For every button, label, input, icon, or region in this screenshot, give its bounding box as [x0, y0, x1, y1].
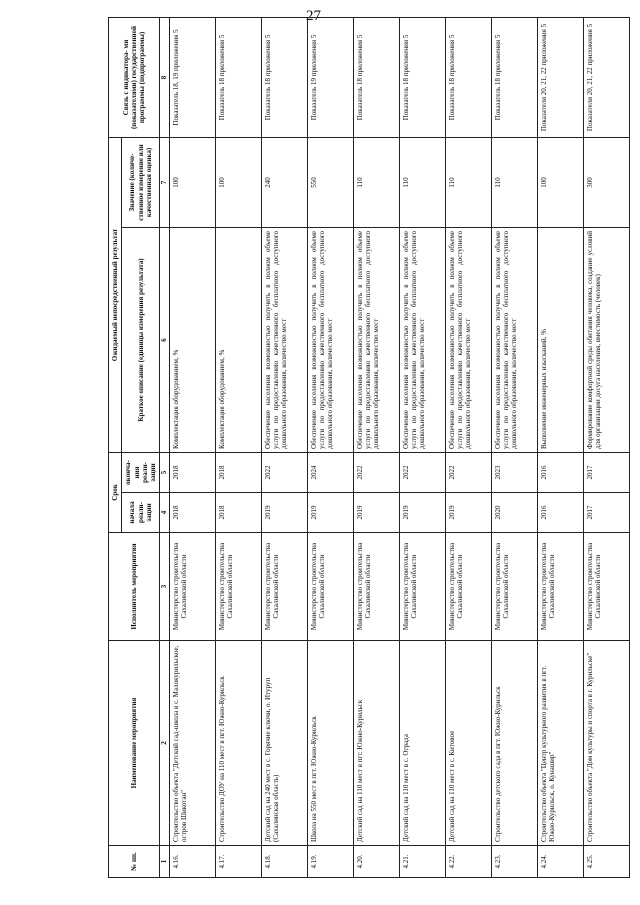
- table-row: [491, 17, 537, 877]
- measure-executor: Министерство строительства Сахалинской области: [445, 533, 491, 641]
- row-number: 4.20.: [353, 846, 399, 878]
- result-value: 550: [307, 137, 353, 227]
- result-value: 110: [399, 137, 445, 227]
- table-row: [583, 17, 629, 877]
- row-number: 4.21.: [399, 846, 445, 878]
- result-value: 100: [537, 137, 583, 227]
- column-number: 1: [160, 846, 169, 878]
- start-year: 2019: [261, 493, 307, 533]
- measures-table: [108, 17, 630, 878]
- table-body: [169, 17, 629, 877]
- column-number: 3: [160, 533, 169, 641]
- measure-executor: Министерство строительства Сахалинской области: [307, 533, 353, 641]
- column-number: 6: [160, 227, 169, 452]
- table-row: [169, 17, 215, 877]
- result-value: 240: [261, 137, 307, 227]
- indicator-link: Показатель 18 приложения 5: [353, 17, 399, 137]
- result-value: 110: [445, 137, 491, 227]
- measure-executor: Министерство строительства Сахалинской области: [169, 533, 215, 641]
- result-description: Обеспечение населения возможностью получить в полном объеме услуги по предоставлению качественного бесплатного доступного дошкольного образования, количество мест: [399, 227, 445, 452]
- result-description: Обеспечение населения возможностью получить в полном объеме услуги по предоставлению качественного бесплатного доступного дошкольного образования, количество мест: [445, 227, 491, 452]
- start-year: 2018: [169, 493, 215, 533]
- indicator-link: Показатели 20, 21, 22 приложения 5: [537, 17, 583, 137]
- header-name: Наименование мероприятия: [109, 641, 160, 846]
- start-year: 2019: [353, 493, 399, 533]
- result-value: 110: [353, 137, 399, 227]
- table-row: [399, 17, 445, 877]
- result-description: Комплектация оборудованием, %: [169, 227, 215, 452]
- indicator-link: Показатель 18, 19 приложения 5: [169, 17, 215, 137]
- table-row: [215, 17, 261, 877]
- end-year: 2022: [261, 452, 307, 492]
- result-description: Обеспечение населения возможностью получить в полном объеме услуги по предоставлению качественного бесплатного доступного дошкольного образования, количество мест: [307, 227, 353, 452]
- result-description: Комплектация оборудованием, %: [215, 227, 261, 452]
- table-row: [445, 17, 491, 877]
- measure-name: Строительство объекта "Детский сад-школа в с. Малокурильское, остров Шикотан": [169, 641, 215, 846]
- row-number: 4.16.: [169, 846, 215, 878]
- header-term: Срок: [109, 452, 122, 532]
- end-year: 2018: [169, 452, 215, 492]
- column-number: 8: [160, 17, 169, 137]
- indicator-link: Показатель 18 приложения 5: [399, 17, 445, 137]
- table-row: [353, 17, 399, 877]
- end-year: 2022: [353, 452, 399, 492]
- row-number: 4.22.: [445, 846, 491, 878]
- header-desc: Краткое описание (единицы измерения результата): [122, 227, 160, 452]
- measure-name: Детский сад на 110 мест в пгт. Южно-Курильск: [353, 641, 399, 846]
- header-end: оконча- ния реали- зации: [122, 452, 160, 492]
- page-number: 27: [306, 8, 321, 24]
- table-row: [261, 17, 307, 877]
- result-value: 300: [583, 137, 629, 227]
- end-year: 2018: [215, 452, 261, 492]
- header-no: № пп.: [109, 846, 160, 878]
- end-year: 2017: [583, 452, 629, 492]
- result-description: Выполнение инженерных изысканий, %: [537, 227, 583, 452]
- start-year: 2019: [399, 493, 445, 533]
- measure-executor: Министерство строительства Сахалинской области: [353, 533, 399, 641]
- header-result: Ожидаемый непосредственный результат: [109, 137, 122, 452]
- result-description: Обеспечение населения возможностью получить в полном объеме услуги по предоставлению качественного бесплатного доступного дошкольного образования, количество мест: [261, 227, 307, 452]
- measure-name: Строительство ДОУ на 110 мест в пгт. Южно-Курильск: [215, 641, 261, 846]
- measure-executor: Министерство строительства Сахалинской области: [537, 533, 583, 641]
- row-number: 4.17.: [215, 846, 261, 878]
- rotated-table-container: [108, 18, 628, 878]
- indicator-link: Показатель 18 приложения 5: [491, 17, 537, 137]
- header-executor: Исполнитель мероприятия: [109, 533, 160, 641]
- start-year: 2018: [215, 493, 261, 533]
- indicator-link: Показатель 18 приложения 5: [215, 17, 261, 137]
- row-number: 4.23.: [491, 846, 537, 878]
- measure-name: Строительство детского сада в пгт. Южно-Курильск: [491, 641, 537, 846]
- header-value: Значение (количе- ственное измерение или качественная оценка): [122, 137, 160, 227]
- end-year: 2016: [537, 452, 583, 492]
- measure-executor: Министерство строительства Сахалинской области: [399, 533, 445, 641]
- measure-name: Детский сад на 110 мест в с. Отрада: [399, 641, 445, 846]
- column-number: 4: [160, 493, 169, 533]
- measure-executor: Министерство строительства Сахалинской области: [215, 533, 261, 641]
- end-year: 2023: [491, 452, 537, 492]
- measure-name: Школа на 550 мест в пгт. Южно-Курильск: [307, 641, 353, 846]
- start-year: 2019: [445, 493, 491, 533]
- measure-executor: Министерство строительства Сахалинской области: [583, 533, 629, 641]
- indicator-link: Показатели 20, 21, 22 приложения 5: [583, 17, 629, 137]
- row-number: 4.18.: [261, 846, 307, 878]
- column-number: 2: [160, 641, 169, 846]
- measure-name: Детский сад на 110 мест в с. Китовое: [445, 641, 491, 846]
- end-year: 2022: [399, 452, 445, 492]
- end-year: 2022: [445, 452, 491, 492]
- indicator-link: Показатель 18 приложения 5: [445, 17, 491, 137]
- table-row: [307, 17, 353, 877]
- measure-executor: Министерство строительства Сахалинской области: [491, 533, 537, 641]
- row-number: 4.19.: [307, 846, 353, 878]
- column-number: 7: [160, 137, 169, 227]
- result-value: 110: [491, 137, 537, 227]
- result-value: 100: [215, 137, 261, 227]
- result-description: Обеспечение населения возможностью получить в полном объеме услуги по предоставлению качественного бесплатного доступного дошкольного образования, количество мест: [491, 227, 537, 452]
- row-number: 4.25.: [583, 846, 629, 878]
- indicator-link: Показатель 18 приложения 5: [261, 17, 307, 137]
- start-year: 2019: [307, 493, 353, 533]
- start-year: 2016: [537, 493, 583, 533]
- start-year: 2017: [583, 493, 629, 533]
- measure-executor: Министерство строительства Сахалинской области: [261, 533, 307, 641]
- end-year: 2024: [307, 452, 353, 492]
- start-year: 2020: [491, 493, 537, 533]
- result-description: Формирование комфортной среды обитания человека, создание условий для организации досуга населения, вместимость (человек): [583, 227, 629, 452]
- indicator-link: Показатель 19 приложения 5: [307, 17, 353, 137]
- table-row: [537, 17, 583, 877]
- result-description: Обеспечение населения возможностью получить в полном объеме услуги по предоставлению качественного бесплатного доступного дошкольного образования, количество мест: [353, 227, 399, 452]
- result-value: 100: [169, 137, 215, 227]
- row-number: 4.24.: [537, 846, 583, 878]
- header-link: Связь с индикатора- ми (показателями) государственной программы (подпрограммы): [109, 17, 160, 137]
- measure-name: Строительство объекта "Центр культурного развития в пгт. Южно-Курильск, о. Кунашир": [537, 641, 583, 846]
- header-start: начала реали- зации: [122, 493, 160, 533]
- measure-name: Детский сад на 240 мест в с. Горячие ключи, о. Итуруп (Сахалинская область): [261, 641, 307, 846]
- measure-name: Строительство объекта "Дом культуры и спорта в г. Курильске": [583, 641, 629, 846]
- column-number: 5: [160, 452, 169, 492]
